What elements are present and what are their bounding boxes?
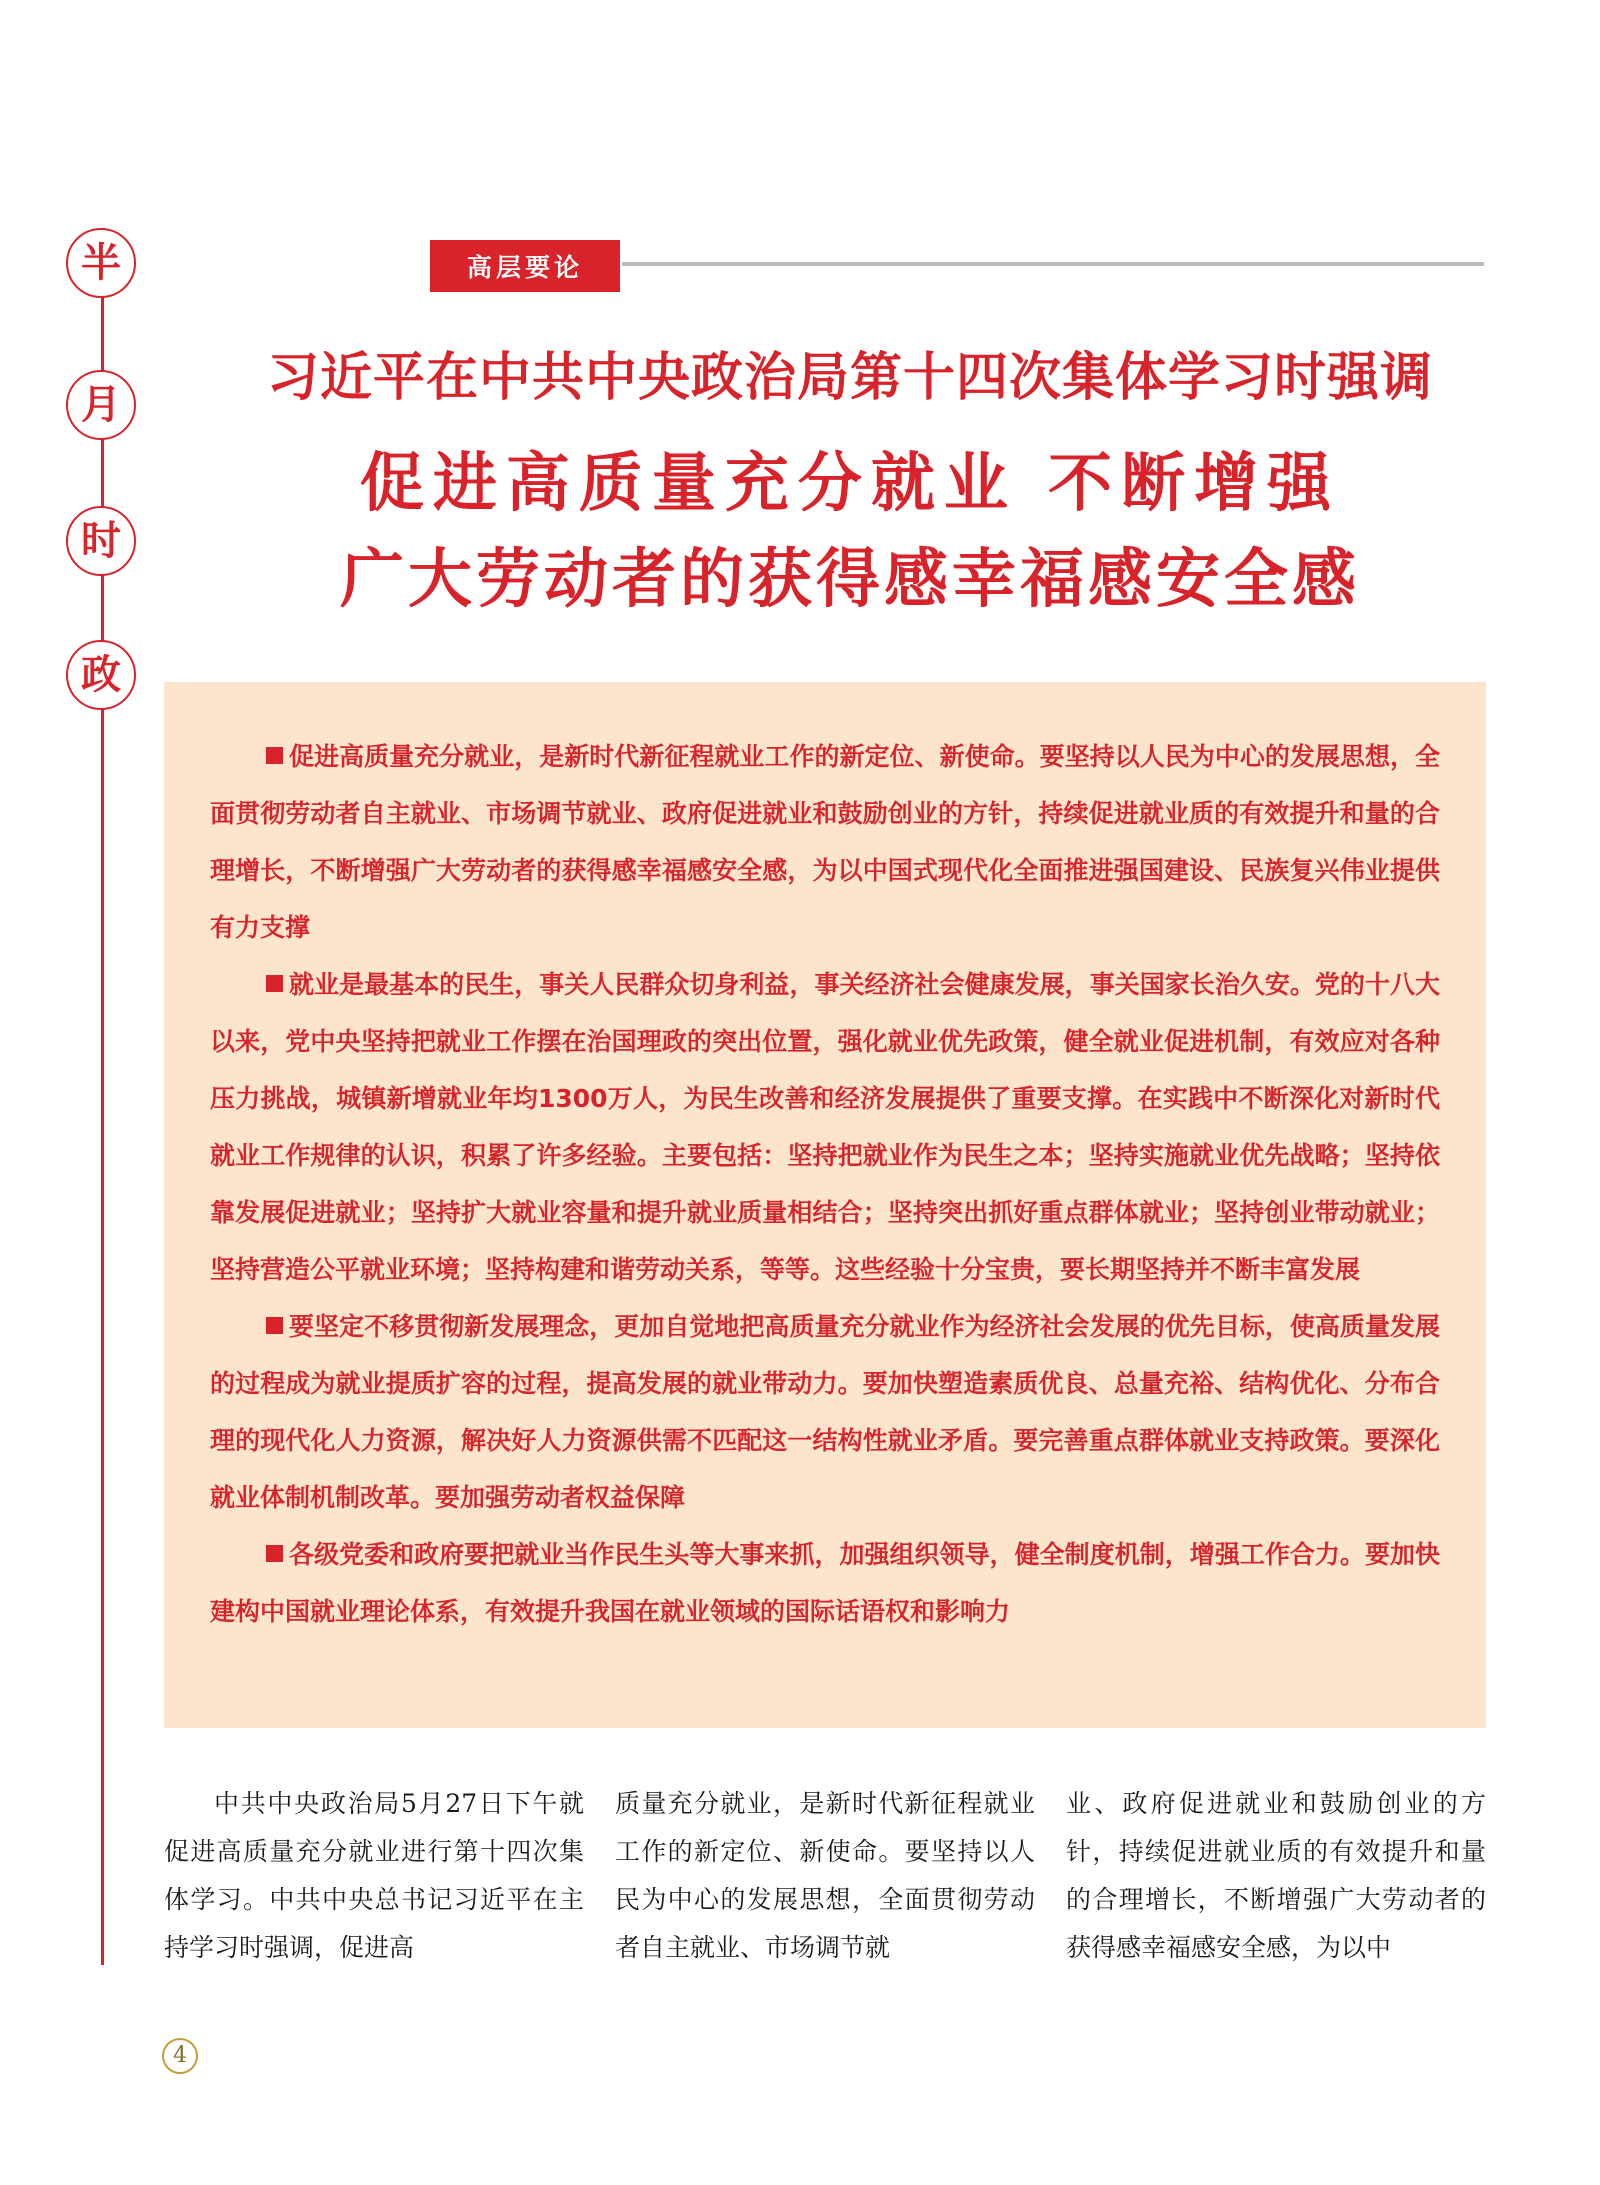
- masthead-char-4: 政: [66, 640, 136, 710]
- article-body: [164, 1780, 1486, 1970]
- body-column-1: 中共中央政治局5月27日下午就促进高质量充分就业进行第十四次集体学习。中共中央总书记习近平在主持学习时强调，促进高: [164, 1789, 584, 1962]
- square-bullet-icon: [266, 1317, 283, 1334]
- body-column-3: 业、政府促进就业和鼓励创业的方针，持续促进就业质的有效提升和量的合理增长，不断增强广大劳动者的获得感幸福感安全感，为以中: [1066, 1789, 1486, 1962]
- page-number: 4: [162, 2038, 198, 2074]
- summary-paragraph: [210, 956, 1440, 1298]
- square-bullet-icon: [266, 1545, 283, 1562]
- section-divider: [622, 262, 1484, 266]
- headline-kicker: 习近平在中共中央政治局第十四次集体学习时强调: [266, 348, 1433, 408]
- masthead-char-2: 月: [66, 370, 136, 440]
- masthead-char-3: 时: [66, 506, 136, 576]
- summary-paragraph-text: 各级党委和政府要把就业当作民生头等大事来抓，加强组织领导，健全制度机制，增强工作合力。要加快建构中国就业理论体系，有效提升我国在就业领域的国际话语权和影响力: [210, 1540, 1440, 1626]
- masthead-vertical-rule: [101, 230, 104, 1965]
- headline-main-line-2: 广大劳动者的获得感幸福感安全感: [340, 543, 1360, 617]
- headline-main-line-1: 促进高质量充分就业 不断增强: [359, 447, 1341, 521]
- masthead-char-1: 半: [66, 228, 136, 298]
- summary-paragraph: [210, 728, 1440, 956]
- summary-box: [164, 682, 1486, 1728]
- summary-paragraph: [210, 1298, 1440, 1526]
- summary-paragraph: [210, 1526, 1440, 1640]
- section-tag: 高层要论: [430, 240, 620, 292]
- square-bullet-icon: [266, 747, 283, 764]
- summary-paragraph-text: 要坚定不移贯彻新发展理念，更加自觉地把高质量充分就业作为经济社会发展的优先目标，使高质量发展的过程成为就业提质扩容的过程，提高发展的就业带动力。要加快塑造素质优良、总量充裕、结构优化、分布合理的现代化人力资源，解决好人力资源供需不匹配这一结构性就业矛盾。要完善重点群体就业支持政策。要深化就业体制机制改革。要加强劳动者权益保障: [210, 1312, 1440, 1512]
- summary-paragraph-text: 促进高质量充分就业，是新时代新征程就业工作的新定位、新使命。要坚持以人民为中心的发展思想，全面贯彻劳动者自主就业、市场调节就业、政府促进就业和鼓励创业的方针，持续促进就业质的有效提升和量的合理增长，不断增强广大劳动者的获得感幸福感安全感，为以中国式现代化全面推进强国建设、民族复兴伟业提供有力支撑: [210, 742, 1440, 942]
- summary-paragraph-text: 就业是最基本的民生，事关人民群众切身利益，事关经济社会健康发展，事关国家长治久安。党的十八大以来，党中央坚持把就业工作摆在治国理政的突出位置，强化就业优先政策，健全就业促进机制，有效应对各种压力挑战，城镇新增就业年均1300万人，为民生改善和经济发展提供了重要支撑。在实践中不断深化对新时代就业工作规律的认识，积累了许多经验。主要包括：坚持把就业作为民生之本；坚持实施就业优先战略；坚持依靠发展促进就业；坚持扩大就业容量和提升就业质量相结合；坚持突出抓好重点群体就业；坚持创业带动就业；坚持营造公平就业环境；坚持构建和谐劳动关系，等等。这些经验十分宝贵，要长期坚持并不断丰富发展: [210, 970, 1440, 1284]
- square-bullet-icon: [266, 975, 283, 992]
- body-column-2: 质量充分就业，是新时代新征程就业工作的新定位、新使命。要坚持以人民为中心的发展思想，全面贯彻劳动者自主就业、市场调节就: [615, 1789, 1035, 1962]
